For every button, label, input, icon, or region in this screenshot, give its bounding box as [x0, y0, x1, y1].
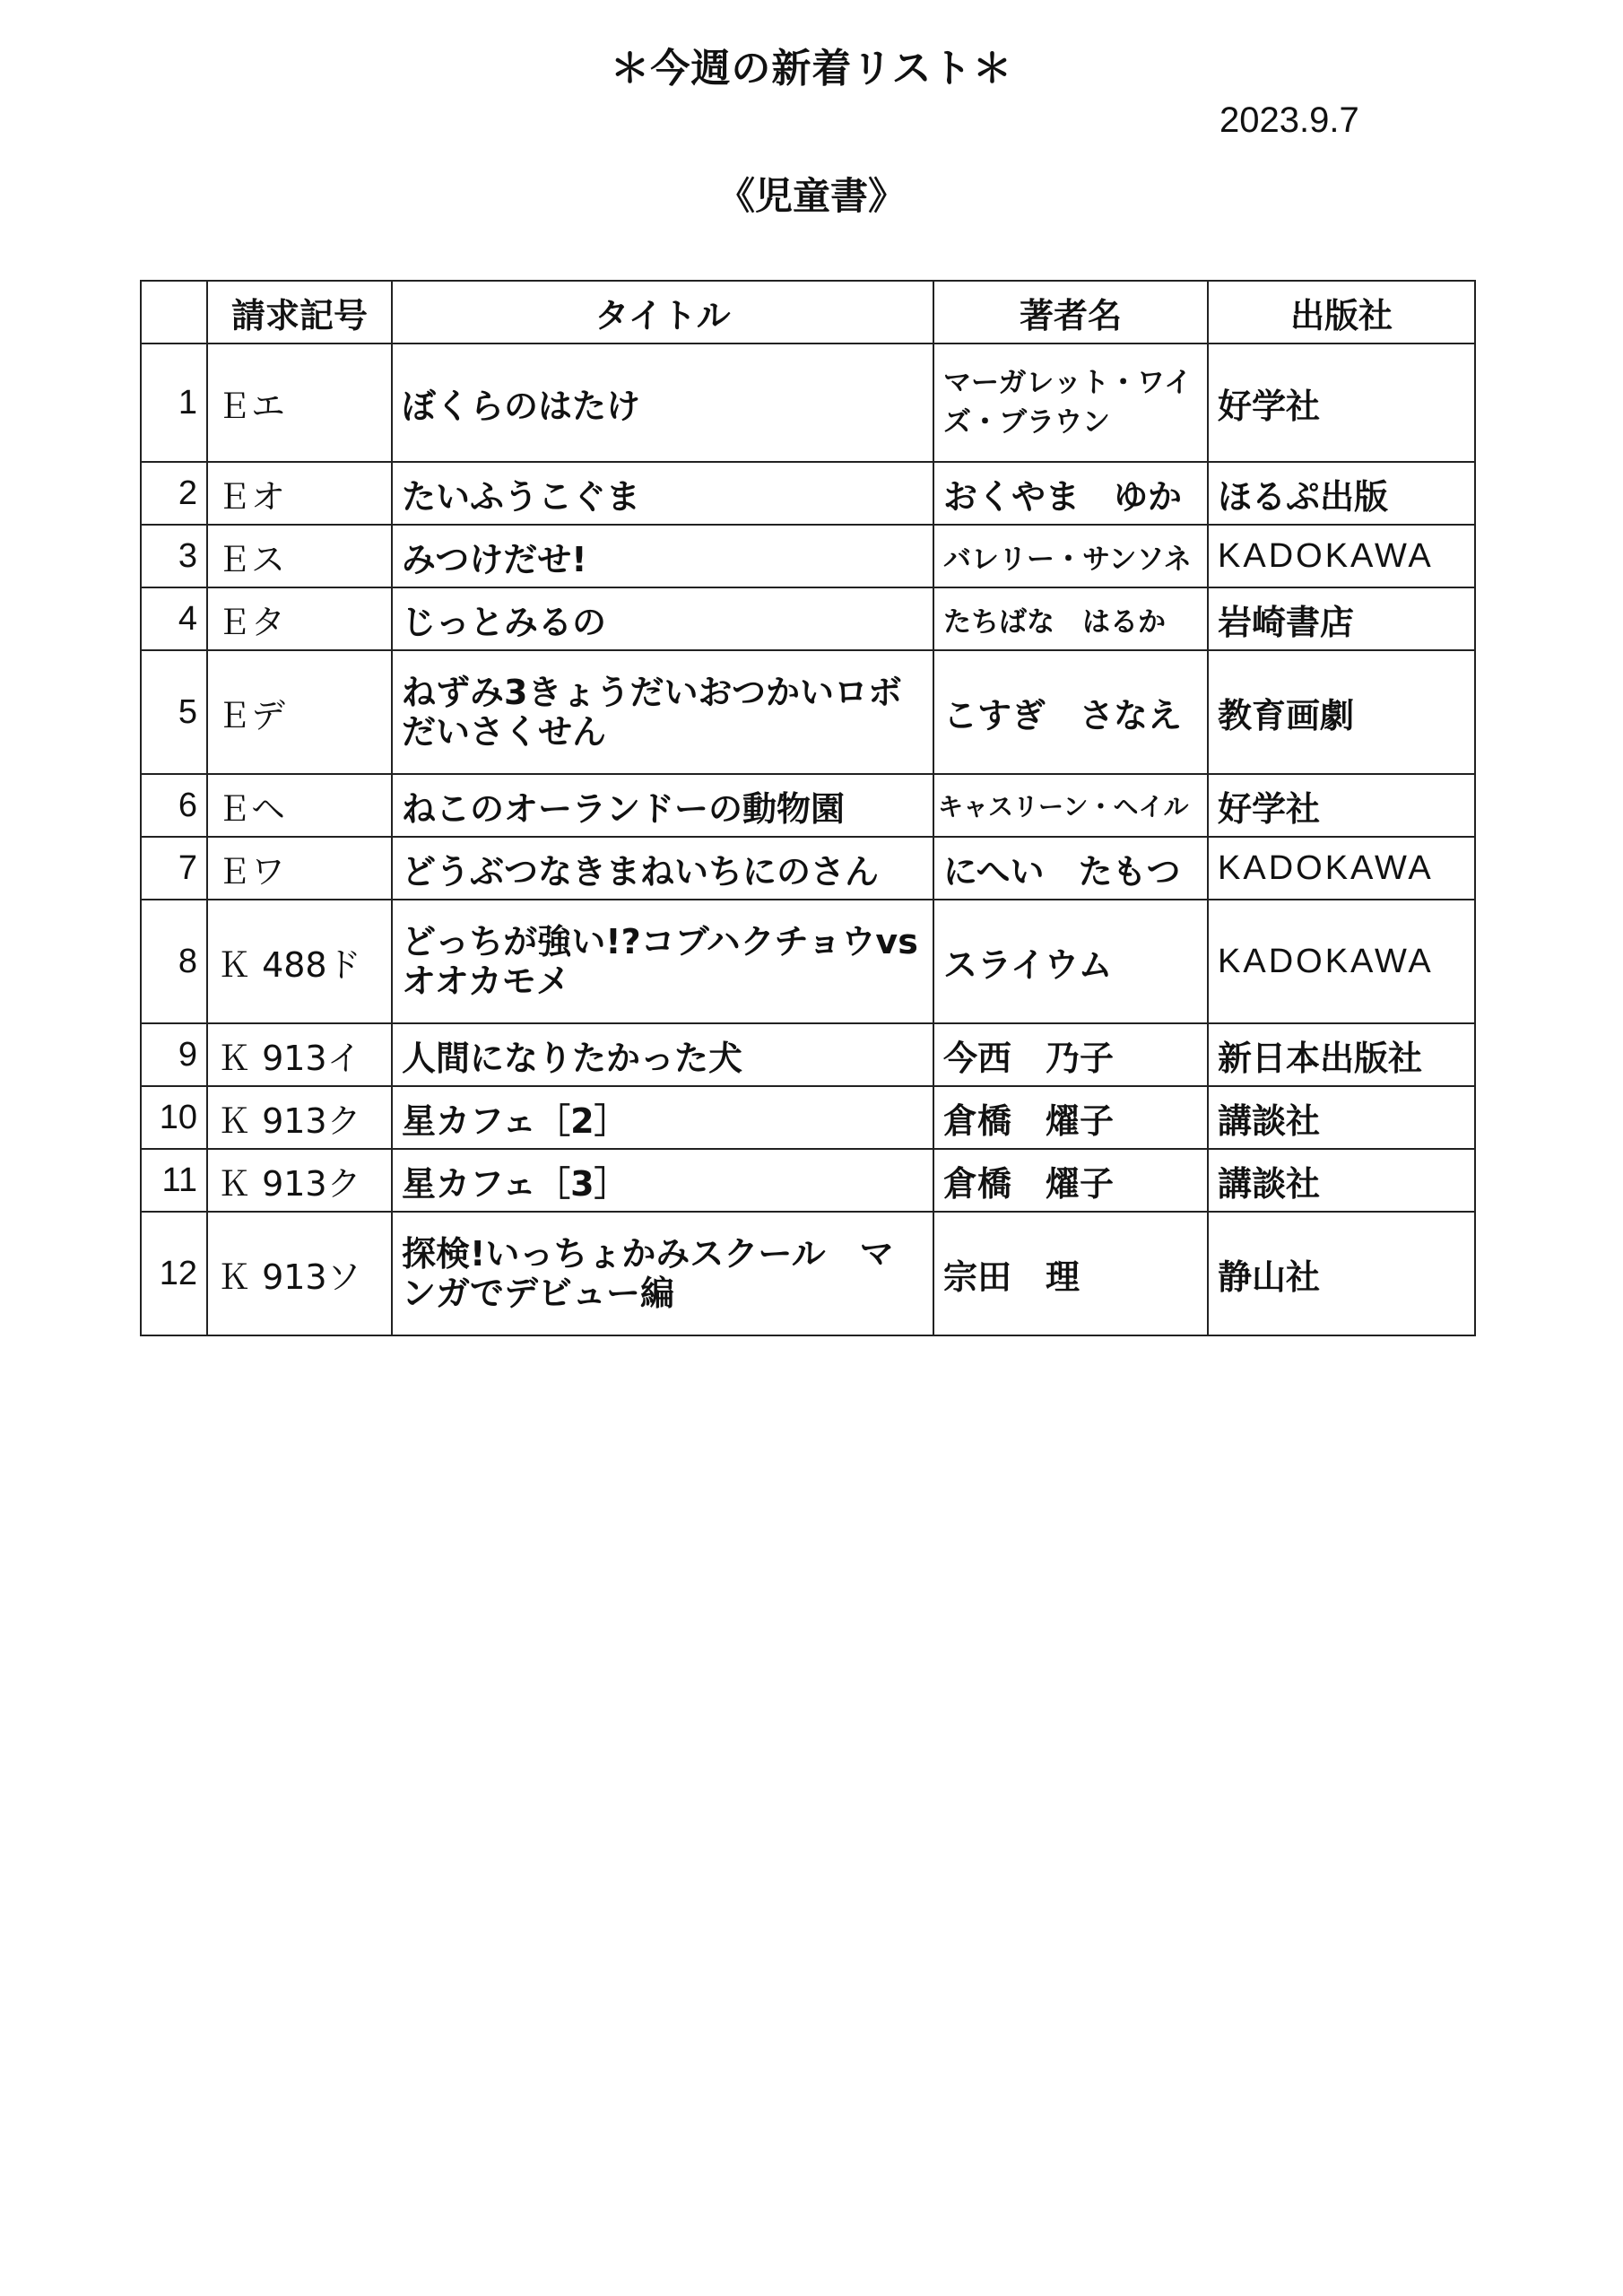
- book-title: 探検!いっちょかみスクール マンガでデビュー編: [392, 1212, 933, 1335]
- table-row: [141, 587, 1475, 650]
- publisher-name: 岩崎書店: [1208, 587, 1475, 650]
- publisher-name: KADOKAWA: [1208, 900, 1475, 1023]
- book-title: ぼくらのはたけ: [392, 344, 933, 462]
- row-number: 12: [141, 1212, 207, 1335]
- author-name: にへい たもつ: [933, 837, 1208, 900]
- author-name: マーガレット・ワイズ・ブラウン: [933, 344, 1208, 462]
- row-number: 4: [141, 587, 207, 650]
- call-number: Ｋ 913ソ: [207, 1212, 392, 1335]
- row-number: 6: [141, 774, 207, 837]
- list-date: 2023.9.7: [1219, 100, 1359, 140]
- publisher-name: 教育画劇: [1208, 650, 1475, 774]
- table-row: [141, 1212, 1475, 1335]
- publisher-name: 講談社: [1208, 1086, 1475, 1149]
- book-title: 星カフェ［3］: [392, 1149, 933, 1212]
- author-name: スライウム: [933, 900, 1208, 1023]
- table-row: [141, 774, 1475, 837]
- call-number: Ｋ 488ド: [207, 900, 392, 1023]
- book-title: 星カフェ［2］: [392, 1086, 933, 1149]
- section-heading: 《児童書》: [716, 174, 906, 218]
- row-number: 5: [141, 650, 207, 774]
- book-title: たいふうこぐま: [392, 462, 933, 525]
- table-row: [141, 1149, 1475, 1212]
- new-arrivals-table: [140, 280, 1476, 1336]
- call-number: Ｅヘ: [207, 774, 392, 837]
- author-name: 倉橋 燿子: [933, 1086, 1208, 1149]
- author-name: たちばな はるか: [933, 587, 1208, 650]
- column-header-number: [141, 281, 207, 344]
- table-header-row: [141, 281, 1475, 344]
- book-title: どっちが強い!?コブハクチョウvsオオカモメ: [392, 900, 933, 1023]
- author-name: 今西 乃子: [933, 1023, 1208, 1086]
- call-number: Ｅタ: [207, 587, 392, 650]
- call-number: Ｋ 913ク: [207, 1086, 392, 1149]
- table-row: [141, 900, 1475, 1023]
- row-number: 10: [141, 1086, 207, 1149]
- row-number: 2: [141, 462, 207, 525]
- call-number: Ｅオ: [207, 462, 392, 525]
- book-title: ねこのオーランドーの動物園: [392, 774, 933, 837]
- table-row: [141, 837, 1475, 900]
- table-row: [141, 525, 1475, 587]
- call-number: Ｋ 913イ: [207, 1023, 392, 1086]
- call-number: Ｅワ: [207, 837, 392, 900]
- call-number: Ｋ 913ク: [207, 1149, 392, 1212]
- row-number: 1: [141, 344, 207, 462]
- publisher-name: 静山社: [1208, 1212, 1475, 1335]
- publisher-name: 新日本出版社: [1208, 1023, 1475, 1086]
- publisher-name: KADOKAWA: [1208, 525, 1475, 587]
- book-title: じっとみるの: [392, 587, 933, 650]
- table-row: [141, 650, 1475, 774]
- author-name: キャスリーン・ヘイル: [933, 774, 1208, 837]
- publisher-name: 講談社: [1208, 1149, 1475, 1212]
- author-name: バレリー・サンソネ: [933, 525, 1208, 587]
- row-number: 3: [141, 525, 207, 587]
- column-header-author: 著者名: [933, 281, 1208, 344]
- author-name: こすぎ さなえ: [933, 650, 1208, 774]
- table-row: [141, 344, 1475, 462]
- row-number: 11: [141, 1149, 207, 1212]
- call-number: Ｅス: [207, 525, 392, 587]
- publisher-name: ほるぷ出版: [1208, 462, 1475, 525]
- column-header-call-number: 請求記号: [207, 281, 392, 344]
- call-number: Ｅデ: [207, 650, 392, 774]
- book-title: どうぶつなきまねいちにのさん: [392, 837, 933, 900]
- publisher-name: KADOKAWA: [1208, 837, 1475, 900]
- table-row: [141, 462, 1475, 525]
- column-header-publisher: 出版社: [1208, 281, 1475, 344]
- row-number: 7: [141, 837, 207, 900]
- call-number: Ｅエ: [207, 344, 392, 462]
- table-row: [141, 1086, 1475, 1149]
- book-title: みつけだせ!: [392, 525, 933, 587]
- author-name: おくやま ゆか: [933, 462, 1208, 525]
- author-name: 宗田 理: [933, 1212, 1208, 1335]
- row-number: 9: [141, 1023, 207, 1086]
- table-row: [141, 1023, 1475, 1086]
- row-number: 8: [141, 900, 207, 1023]
- book-title: ねずみ3きょうだいおつかいロボだいさくせん: [392, 650, 933, 774]
- column-header-title: タイトル: [392, 281, 933, 344]
- author-name: 倉橋 燿子: [933, 1149, 1208, 1212]
- publisher-name: 好学社: [1208, 344, 1475, 462]
- book-title: 人間になりたかった犬: [392, 1023, 933, 1086]
- page-title: ＊今週の新着リスト＊: [610, 46, 1013, 91]
- publisher-name: 好学社: [1208, 774, 1475, 837]
